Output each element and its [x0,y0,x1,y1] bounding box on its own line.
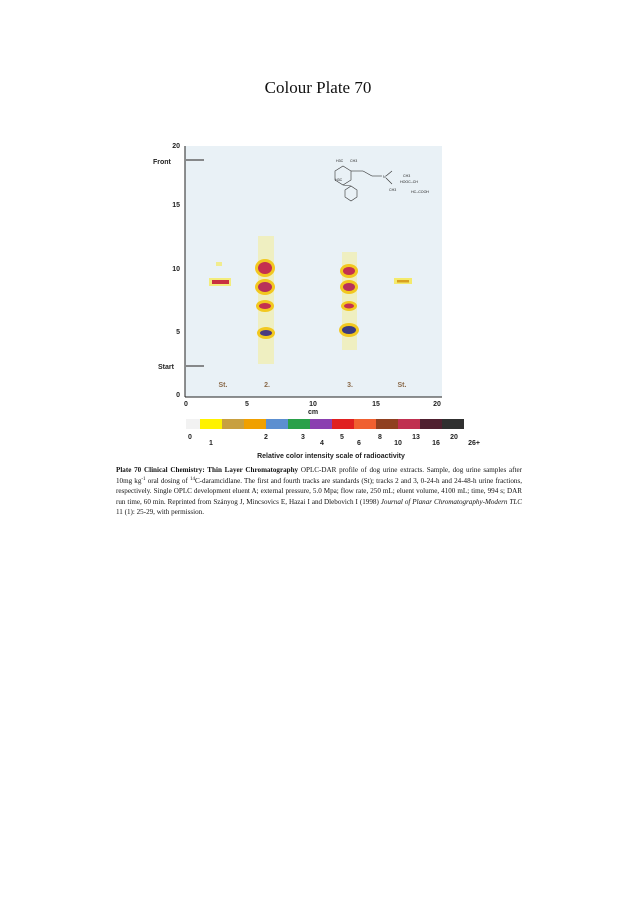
track-3-spot-c-core [344,304,354,309]
scale-swatch-12 [442,419,464,429]
track-label-1: St. [218,382,228,389]
track-2-spot-c-core [259,303,271,309]
scale-swatch-9 [376,419,398,429]
scale-swatch-1 [200,419,222,429]
scale-swatch-11 [420,419,442,429]
color-scale [186,419,464,429]
scale-num-3: 3 [301,434,305,441]
x-tick-10: 10 [309,401,317,408]
structure-label-hooc: HOOC–CH [400,180,418,184]
scale-swatch-6 [310,419,332,429]
caption-sup-1: -1 [141,476,146,482]
scale-num-8: 8 [378,434,382,441]
structure-label-ch3-lower: CH3 [389,188,397,192]
x-tick-labels [184,401,441,408]
x-tick-5: 5 [245,401,249,408]
scale-swatch-8 [354,419,376,429]
caption-text-4: 11 (1): 25-29, with permission. [116,508,205,516]
front-label: Front [153,159,171,166]
y-tick-labels [172,143,180,399]
scale-swatch-5 [288,419,310,429]
start-label: Start [158,364,174,371]
track-3-spots [339,252,359,350]
caption-sup-2: 14 [189,476,195,482]
track-2-spot-b-core [258,282,272,292]
scale-num-4: 4 [320,440,324,447]
caption-label: Plate 70 Clinical Chemistry: Thin Layer Chromatography [116,466,299,474]
track-2-spots [255,236,275,364]
structure-label-n: N [383,175,386,179]
scale-num-2: 2 [264,434,268,441]
scale-num-1: 1 [209,440,213,447]
scale-num-16: 16 [432,440,440,447]
track-3-spot-a-core [343,267,355,275]
track-2-spot-a-core [258,262,272,274]
scale-caption: Relative color intensity scale of radioactivity [257,453,405,460]
plate-caption [116,465,522,518]
y-tick-10: 10 [172,266,180,273]
track-label-3: 3. [347,382,353,389]
scale-swatch-2 [222,419,244,429]
track-label-2: 2. [264,382,270,389]
structure-label-h3c-left: H3C [335,178,343,182]
y-tick-5: 5 [176,329,180,336]
scale-num-0: 0 [188,434,192,441]
track-2-haze [258,236,274,364]
track-4-spot [397,280,409,283]
y-tick-15: 15 [172,202,180,209]
caption-text-3: C-daramcidlane. The first and fourth tracks are standards (St); tracks 2 and 3, 0-24-h and 24-48-h urine fractions, respectively. Single OPLC development eluent A; external pressure, 5.0 Mpa; flow rate, 250 mL; eluent volume, 4100 mL; time, 994 s; DAR run time, 60 min. Reprinted from Szányog J, Mincsovics E, Hazai I and Dlebovich I (1998) [116,476,522,506]
structure-label-h3c: H3C [336,159,344,163]
structure-label-cooh: HC–COOH [411,190,429,194]
scale-num-5: 5 [340,434,344,441]
x-tick-0: 0 [184,401,188,408]
page-title: Colour Plate 70 [264,78,372,97]
track-3-spot-b-core [343,283,355,291]
caption-text-2: oral dosing of [145,476,190,485]
scale-swatch-3 [244,419,266,429]
track-label-4: St. [397,382,407,389]
scale-num-26plus: 26+ [468,440,480,447]
track-1-spot [212,280,229,284]
caption-journal: Journal of Planar Chromatography-Modern TLC [380,497,523,506]
scale-num-13: 13 [412,434,420,441]
track-4-standard [394,278,412,284]
caption-text-1: OPLC-DAR profile of dog urine extracts. Sample, dog urine samples after 10mg kg [116,466,522,485]
structure-label-ch3-top: CH3 [350,159,358,163]
scale-swatch-10 [398,419,420,429]
scale-swatch-4 [266,419,288,429]
x-tick-20: 20 [433,401,441,408]
y-tick-20: 20 [172,143,180,150]
x-tick-15: 15 [372,401,380,408]
y-tick-0: 0 [176,392,180,399]
track-3-spot-d-core [342,326,356,334]
x-unit-label: cm [307,409,319,416]
track-2-spot-d-core [260,330,272,336]
scale-numbers [188,434,480,447]
scale-swatch-7 [332,419,354,429]
structure-label-ch3-right: CH3 [403,174,411,178]
scale-num-20: 20 [450,434,458,441]
scale-num-6: 6 [357,440,361,447]
track-1-faint [216,262,222,266]
scale-num-10: 10 [394,440,402,447]
